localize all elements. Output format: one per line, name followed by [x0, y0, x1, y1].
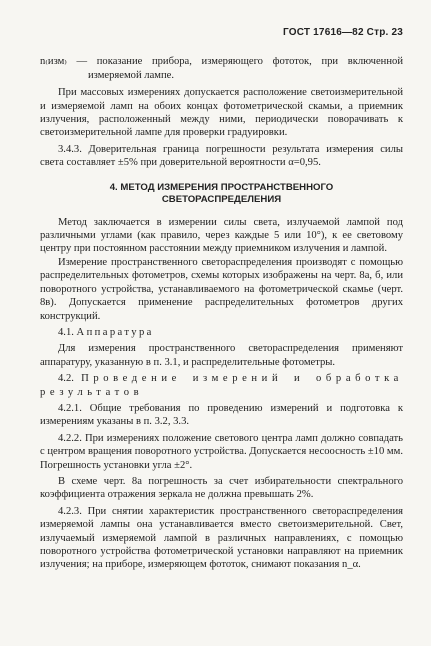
subsection-4-1-number: 4.1. — [58, 326, 74, 338]
legend-paragraph: n₍изм₎ — показание прибора, измеряющего фототок, при включенной измеряемой лампе. — [40, 56, 403, 81]
paragraph-scheme-8a: В схеме черт. 8а погрешность за счет избирательности спектрального коэффициента отражения зеркала не должна превышать 2%. — [40, 475, 403, 501]
paragraph-3-4-3: 3.4.3. Доверительная граница погрешности результата измерения силы света составляет ±5% при доверительной вероятности α=0,95. — [40, 143, 403, 169]
paragraph-4-2-1: 4.2.1. Общие требования по проведению измерений и подготовка к измерениям указаны в п. 3.2, 3.3. — [40, 402, 403, 428]
section-title-line-1: 4. МЕТОД ИЗМЕРЕНИЯ ПРОСТРАНСТВЕННОГО — [109, 181, 334, 193]
paragraph-measurement: Измерение пространственного светораспределения производят с помощью распределительных фотометров, схемы которых изображены на черт. 8а, б, или поворотного устройства, устанавливаемого на фотометрической скамье (черт. 8в). Допускается применение распределительных фотометров других конструкций. — [40, 256, 403, 322]
paragraph-4-2-3: 4.2.3. При снятии характеристик пространственного светораспределения измеряемой лампы она устанавливается вместо светоизмерительной. Свет, излучаемый измеряемой лампой в различных направлениях, с помощью поворотного устройства фотометрической установки направляют на приемник излучения; на приборе, измеряющем фототок, снимают показания n_α. — [40, 505, 403, 571]
paragraph-method: Метод заключается в измерении силы света, излучаемой лампой под различными углами (как правило, через каждые 5 или 10°), к ее световому центру при постоянном расстоянии между приемником излучения и лампой. — [40, 216, 403, 255]
subsection-4-2-heading — [40, 372, 403, 399]
subsection-4-1-heading — [40, 326, 403, 339]
section-title-line-2: СВЕТОРАСПРЕДЕЛЕНИЯ — [161, 193, 282, 205]
subsection-4-2-number: 4.2. — [58, 373, 74, 385]
paragraph-4-2-2: 4.2.2. При измерениях положение светового центра ламп должно совпадать с центром вращения поворотного устройства. Допускается несоосность ±10 мм. Погрешность установки угла ±2°. — [40, 432, 403, 471]
subsection-4-1-title: Аппаратура — [76, 326, 154, 338]
paragraph-mass-measurements: При массовых измерениях допускается расположение светоизмерительной и измеряемой ламп на обоих концах фотометрической скамьи, а приемник излучения, расположенный между ними, периодически поворачивать к светоизмерительной лампе для проверки градуировки. — [40, 87, 403, 139]
section-title — [40, 182, 403, 206]
page-header: ГОСТ 17616—82 Стр. 23 — [283, 27, 403, 38]
subsection-4-2-title: Проведение измерений и обработка результатов — [40, 373, 403, 398]
paragraph-4-1: Для измерения пространственного светораспределения применяют аппаратуру, указанную в п. 3.1, и распределительные фотометры. — [40, 343, 403, 368]
